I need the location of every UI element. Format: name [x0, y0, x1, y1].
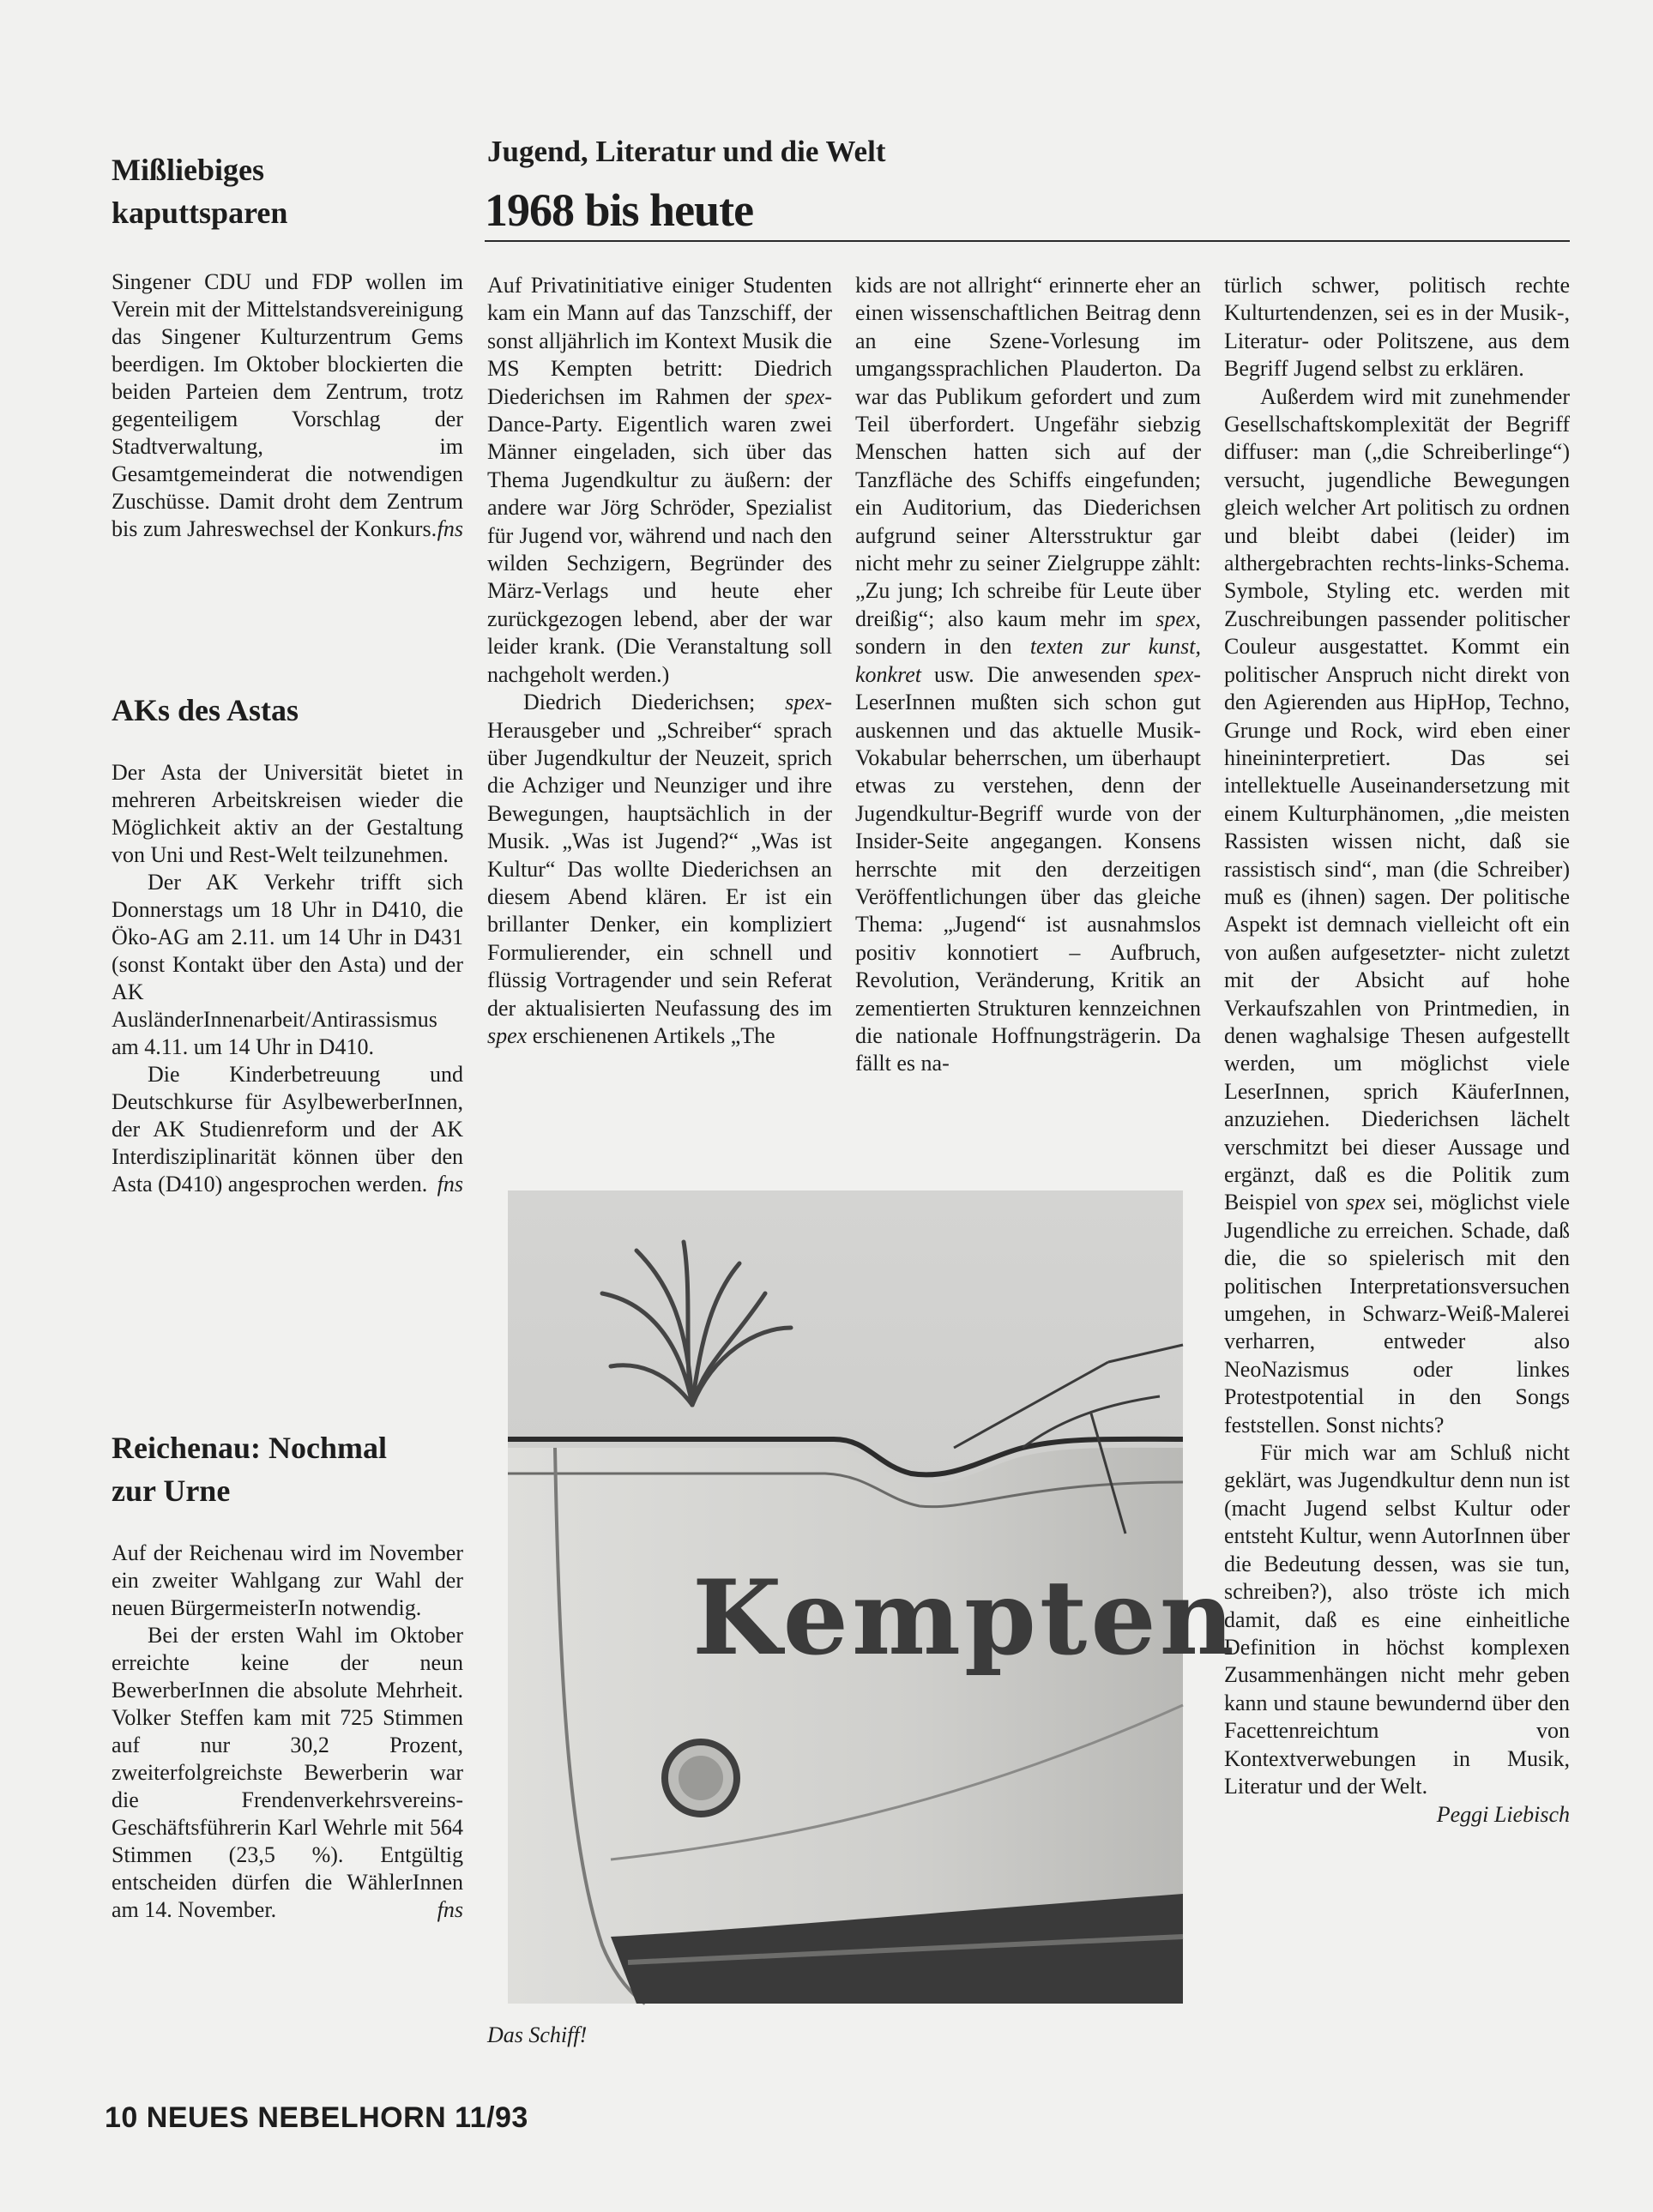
article-paragraph: Diedrich Diederichsen; spex-Herausgeber und „Schreiber“ sprach über Jugendkultur der Neuzeit, sprich die Achziger und Neunziger und ihre Bewegungen, hauptsächlich in der Musik. „Was ist Jugend?“ „Was ist Kultur“ Das wollte Diederichsen an diesem Abend klären. Er ist ein brillanter Denker, ein kompliziert Formulierender, ein schnell und flüssig Vortragender und sein Referat der aktualisierten Neufassung des im spex erschienenen Artikels „The: [487, 690, 832, 1048]
headline-rule: [485, 240, 1570, 242]
sidebar-article-2-title: AKs des Astas: [112, 693, 299, 727]
article-author: Peggi Liebisch: [1436, 1802, 1570, 1828]
article-headline: 1968 bis heute: [485, 184, 754, 236]
page-footer: 10 NEUES NEBELHORN 11/93: [105, 2101, 528, 2134]
porthole-glass: [679, 1756, 723, 1800]
sidebar-article-3: [112, 1426, 463, 1924]
sidebar-article-2-signature: fns: [437, 1172, 463, 1196]
sidebar-article-1-signature: fns: [437, 516, 463, 541]
ship-photo: [508, 1190, 1238, 2004]
article-paragraph: türlich schwer, politisch rechte Kulturtendenzen, sei es in der Musik-, Literatur- oder Politszene, aus dem Begriff Jugend selbst zu erklären.: [1224, 273, 1570, 382]
sidebar-article-3-paragraph: Auf der Reichenau wird im November ein zweiter Wahlgang zur Wahl der neuen BürgermeisterIn notwendig.: [112, 1540, 463, 1620]
ship-illustration: [508, 1190, 1238, 2004]
sidebar-article-2-paragraph: Die Kinderbetreuung und Deutschkurse für AsylbewerberInnen, der AK Studienreform und der AK Interdisziplinarität können über den Asta (D410) angesprochen werden.: [112, 1062, 463, 1196]
sidebar-article-3-title: Reichenau: Nochmal zur Urne: [112, 1431, 387, 1508]
article-column-1: [487, 272, 832, 1050]
sidebar-article-1: [112, 148, 463, 543]
article-kicker: Jugend, Literatur und die Welt: [487, 135, 886, 168]
article-paragraph: Auf Privatinitiative einiger Studenten kam ein Mann auf das Tanzschiff, der sonst alljährlich im Kontext Musik die MS Kempten betritt: Diedrich Diederichsen im Rahmen der spex-Dance-Party. Eigentlich waren zwei Männer eingeladen, sich über das Thema Jugendkultur zu äußern: der andere war Jörg Schröder, Spezialist für Jugend vor, während und nach den wilden Sechzigern, Begründer des März-Verlags und heute eher zurückgezogen lebend, aber der war leider krank. (Die Veranstaltung soll nachgeholt werden.): [487, 273, 832, 687]
article-column-2: [855, 272, 1201, 1078]
sidebar-article-2-paragraph: Der AK Verkehr trifft sich Donnerstags um 18 Uhr in D410, die Öko-AG am 2.11. um 14 Uhr in D431 (sonst Kontakt über den Asta) und der AK AusländerInnenarbeit/Antirassismus am 4.11. um 14 Uhr in D410.: [112, 870, 463, 1059]
sidebar-article-2-paragraph: Der Asta der Universität bietet in mehreren Arbeitskreisen wieder die Möglichkeit aktiv an der Gestaltung von Uni und Rest-Welt teilzunehmen.: [112, 760, 463, 867]
sidebar-article-3-paragraph: Bei der ersten Wahl im Oktober erreichte keine der neun BewerberInnen die absolute Mehrheit. Volker Steffen kam mit 725 Stimmen auf nur 30,2 Prozent, zweiterfolgreichste Bewerberin war die Frendenverkehrsvereins-Geschäftsführerin Karl Wehrle mit 564 Stimmen (23,5 %). Entgültig entscheiden dürfen die WählerInnen am 14. November.: [112, 1623, 463, 1922]
ship-name: Kempten: [692, 1558, 1238, 1679]
article-paragraph: Für mich war am Schluß nicht geklärt, was Jugendkultur denn nun ist (macht Jugend selbst Kultur oder entsteht Kultur, wenn AutorInnen über die Bedeutung dessen, was sie tun, schreiben?), also tröste ich mich damit, daß es eine einheitliche Definition in höchst komplexen Zusammenhängen nicht mehr geben kann und staune bewundernd über den Facettenreichtum von Kontextverwebungen in Musik, Literatur und der Welt.: [1224, 1440, 1570, 1799]
sidebar-article-2: [112, 689, 463, 1198]
sidebar-article-1-title: Mißliebiges kaputtsparen: [112, 153, 288, 230]
sidebar-article-1-body: Singener CDU und FDP wollen im Verein mit der Mittelstandsvereinigung das Singener Kulturzentrum Gems beerdigen. Im Oktober blockierten die beiden Parteien dem Zentrum, trotz gegenteiligem Vorschlag der Stadtverwaltung, im Gesamtgemeinderat die notwendigen Zuschüsse. Damit droht dem Zentrum bis zum Jahreswechsel der Konkurs.: [112, 269, 463, 541]
article-column-3: [1224, 272, 1570, 1829]
photo-caption: Das Schiff!: [487, 2022, 588, 2047]
sidebar-article-3-signature: fns: [437, 1897, 463, 1922]
article-paragraph: Außerdem wird mit zunehmender Gesellschaftskomplexität der Begriff diffuser: man („die Schreiberlinge“) versucht, jugendliche Bewegungen gleich welcher Art politisch zu ordnen und bleibt dabei (leider) im althergebrachten rechts-links-Schema. Symbole, Styling etc. werden mit Zuschreibungen passender politischer Couleur ausgestattet. Kommt ein politischer Anspruch nicht direkt von den Agierenden aus HipHop, Techno, Grunge und Rock, wird eben einer hineininterpretiert. Das sei intellektuelle Auseinandersetzung mit einem Kulturphänomen, „die meisten Rassisten wissen nicht, daß sie rassistisch sind“, man (die Schreiber) muß es (ihnen) sagen. Der politische Aspekt ist demnach vielleicht oft ein von außen aufgesetzter- nicht zuletzt mit der Absicht auf hohe Verkaufszahlen von Printmedien, in denen waghalsige Thesen aufgestellt werden, um möglichst viele LeserInnen, sprich KäuferInnen, anzuziehen. Diederichsen lächelt verschmitzt bei dieser Aussage und ergänzt, daß es die Politik zum Beispiel von spex sei, möglichst viele Jugendliche zu erreichen. Schade, daß die, die so spielerisch mit den politischen Interpretationsversuchen umgehen, in Schwarz-Weiß-Malerei verharren, entweder also NeoNazismus oder linkes Protestpotential in den Songs feststellen. Sonst nichts?: [1224, 383, 1570, 1437]
article-paragraph: kids are not allright“ erinnerte eher an einen wissenschaftlichen Beitrag denn an eine Szene-Vorlesung im umgangssprachlichen Plauderton. Da war das Publikum gefordert und zum Teil überfordert. Ungefähr siebzig Menschen hatten sich auf der Tanzfläche des Schiffs eingefunden; ein Auditorium, das Diederichsen aufgrund seiner Altersstruktur gar nicht mehr zu seiner Zielgruppe zählt: „Zu jung; Ich schreibe für Leute über dreißig“; also kaum mehr im spex, sondern in den texten zur kunst, konkret usw. Die anwesenden spex-LeserInnen mußten sich schon gut auskennen und das aktuelle Musik-Vokabular beherrschen, um überhaupt etwas zu verstehen, denn der Jugendkultur-Begriff wurde von der Insider-Seite angegangen. Konsens herrschte mit den derzeitigen Veröffentlichungen über das gleiche Thema: „Jugend“ ist ausnahmslos positiv konnotiert – Aufbruch, Revolution, Veränderung, Kritik an zementierten Strukturen kennzeichnen die nationale Hoffnungsträgerin. Da fällt es na-: [855, 273, 1201, 1076]
